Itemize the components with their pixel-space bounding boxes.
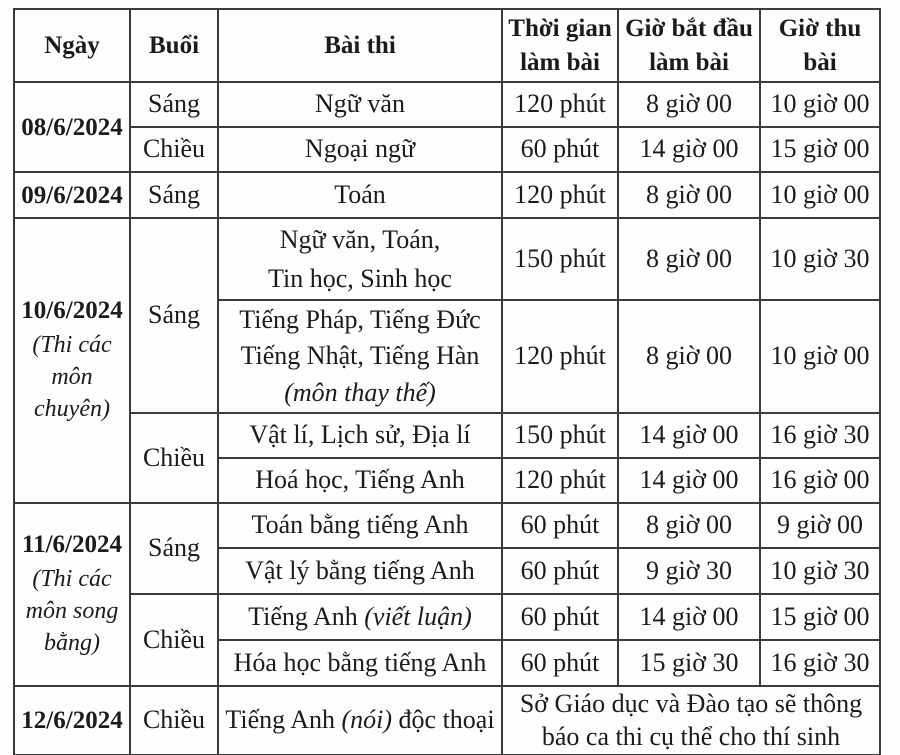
start-cell: 14 giờ 00 [618,127,760,172]
date-label: 08/6/2024 [21,113,123,141]
date-note: (Thi các môn song bằng) [25,565,119,657]
start-cell: 8 giờ 00 [618,503,760,548]
date-label: 10/6/2024 [21,297,123,325]
duration-cell: 150 phút [502,218,618,300]
collect-cell: 16 giờ 00 [760,458,880,503]
start-cell: 15 giờ 30 [618,640,760,686]
collect-cell: 10 giờ 30 [760,218,880,300]
table-row [14,413,880,458]
date-cell-09-6 [14,172,130,218]
collect-cell: 10 giờ 30 [760,548,880,594]
date-note: (Thi các môn chuyên) [32,331,112,423]
header-row [14,9,880,82]
start-cell: 8 giờ 00 [618,300,760,413]
start-cell: 8 giờ 00 [618,218,760,300]
header-collect-time: Giờ thu bài [760,9,880,82]
session-cell: Sáng [130,172,218,218]
header-session: Buổi [130,9,218,82]
header-start-time: Giờ bắt đầu làm bài [618,9,760,82]
exam-cell: Hóa học bằng tiếng Anh [218,640,502,686]
exam-text: độc thoại [392,705,495,735]
exam-cell: Toán [218,172,502,218]
date-cell-10-6 [14,218,130,503]
table-row [14,218,880,300]
collect-cell: 16 giờ 30 [760,640,880,686]
date-label: 09/6/2024 [21,181,123,209]
start-cell: 14 giờ 00 [618,594,760,640]
exam-note: (môn thay thế) [284,377,436,407]
session-cell: Chiều [130,686,218,755]
exam-cell: Hoá học, Tiếng Anh [218,458,502,503]
collect-cell: 9 giờ 00 [760,503,880,548]
exam-cell [218,594,502,640]
table-row [14,82,880,127]
exam-text: Tiếng Anh [248,601,365,631]
session-cell: Sáng [130,503,218,594]
session-cell: Sáng [130,82,218,127]
duration-cell: 60 phút [502,640,618,686]
duration-cell: 60 phút [502,594,618,640]
collect-cell: 10 giờ 00 [760,300,880,413]
date-label: 11/6/2024 [21,531,122,559]
collect-cell: 10 giờ 00 [760,82,880,127]
session-cell: Chiều [130,127,218,172]
header-date: Ngày [14,9,130,82]
date-cell-12-6 [14,686,130,755]
date-label: 12/6/2024 [21,707,123,735]
start-cell: 8 giờ 00 [618,172,760,218]
duration-cell: 60 phút [502,127,618,172]
exam-cell [218,300,502,413]
duration-cell: 120 phút [502,82,618,127]
duration-cell: 150 phút [502,413,618,458]
collect-cell: 15 giờ 00 [760,594,880,640]
exam-line: Tiếng Pháp, Tiếng Đức [239,305,481,334]
exam-line: Tiếng Nhật, Tiếng Hàn [240,341,480,371]
table-row [14,686,880,755]
exam-cell: Ngữ văn [218,82,502,127]
exam-schedule-table [13,8,881,755]
duration-cell: 120 phút [502,300,618,413]
start-cell: 8 giờ 00 [618,82,760,127]
duration-cell: 120 phút [502,458,618,503]
duration-cell: 120 phút [502,172,618,218]
collect-cell: 15 giờ 00 [760,127,880,172]
table-row [14,127,880,172]
duration-cell: 60 phút [502,503,618,548]
start-cell: 14 giờ 00 [618,458,760,503]
exam-text: Tiếng Anh [225,705,342,735]
date-cell-11-6 [14,503,130,686]
table-row [14,594,880,640]
collect-cell: 16 giờ 30 [760,413,880,458]
exam-cell: Vật lý bằng tiếng Anh [218,548,502,594]
start-cell: 14 giờ 00 [618,413,760,458]
exam-cell: Ngoại ngữ [218,127,502,172]
collect-cell: 10 giờ 00 [760,172,880,218]
exam-line: Tin học, Sinh học [268,264,452,293]
notice-cell: Sở Giáo dục và Đào tạo sẽ thông báo ca thi cụ thể cho thí sinh [502,686,880,755]
exam-cell [218,686,502,755]
duration-cell: 60 phút [502,548,618,594]
start-cell: 9 giờ 30 [618,548,760,594]
table-row [14,503,880,548]
session-cell: Sáng [130,218,218,413]
exam-cell: Vật lí, Lịch sử, Địa lí [218,413,502,458]
header-duration: Thời gian làm bài [502,9,618,82]
date-cell-08-6 [14,82,130,172]
exam-line: Ngữ văn, Toán, [279,225,441,254]
session-cell: Chiều [130,413,218,503]
exam-cell [218,218,502,300]
exam-cell: Toán bằng tiếng Anh [218,503,502,548]
table-row [14,172,880,218]
exam-text-italic: (nói) [341,705,393,735]
header-exam: Bài thi [218,9,502,82]
exam-text-italic: (viết luận) [364,601,472,631]
session-cell: Chiều [130,594,218,686]
